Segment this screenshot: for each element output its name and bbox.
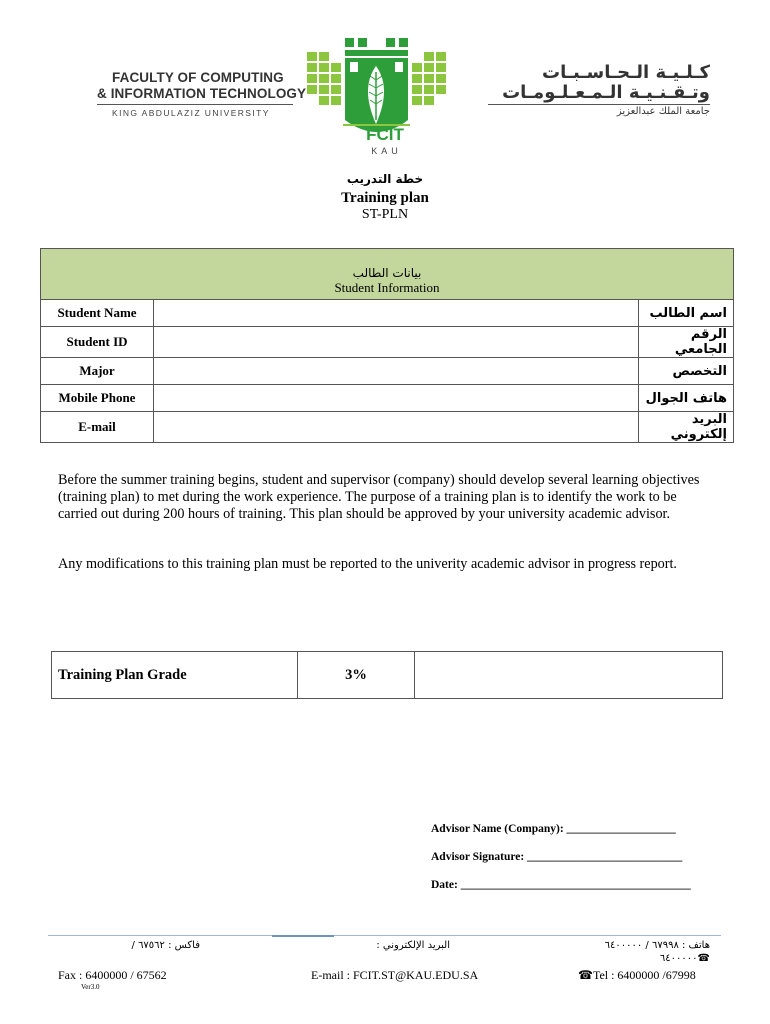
row-label: Major [41, 358, 154, 385]
title-english: Training plan [341, 190, 429, 206]
grade-label: Training Plan Grade [52, 652, 298, 699]
email-field[interactable] [154, 412, 639, 443]
mobile-phone-field[interactable] [154, 385, 639, 412]
row-label-ar: التخصص [639, 358, 734, 385]
table-row [41, 300, 734, 327]
row-label-ar: الرقم الجامعي [639, 327, 734, 358]
table-row [41, 358, 734, 385]
grade-value-field[interactable] [415, 652, 723, 699]
advisor-signature-line[interactable]: Advisor Signature: ___________________________ [431, 851, 683, 863]
student-info-header-en: Student Information [334, 280, 440, 295]
grade-percent: 3% [298, 652, 415, 699]
faculty-name-line2: & INFORMATION TECHNOLOGY [97, 86, 307, 101]
arabic-faculty-line2: وتـقـنـيـة الـمـعـلـومـات [502, 82, 710, 103]
row-label: Student Name [41, 300, 154, 327]
footer-tel-ar: هاتف : ٦٧٩٩٨ / ٦٤٠٠٠٠٠ [604, 940, 710, 951]
table-row [41, 385, 734, 412]
footer-tel-ar-2: ☎٦٤٠٠٠٠٠ [659, 953, 710, 964]
arabic-university-name: جامعة الملك عبدالعزيز [616, 106, 710, 117]
header-left-rule [97, 104, 293, 105]
logo-kau-text: K A U [371, 146, 399, 156]
footer-rule-accent [272, 935, 334, 937]
row-label: Mobile Phone [41, 385, 154, 412]
title-arabic: خطة التدريب [346, 172, 424, 186]
modifications-paragraph: Any modifications to this training plan must be reported to the univerity academic advisor in progress report. [58, 556, 677, 572]
table-row [41, 412, 734, 443]
footer-tel: ☎Tel : 6400000 /67998 [578, 968, 696, 982]
instructions-paragraph: Before the summer training begins, student and supervisor (company) should develop several learning objectives (training plan) to met during the work experience. The purpose of a training plan is to identify the work to be carried out during 200 hours of training. This plan should be approved by your university academic advisor. [58, 472, 700, 522]
student-info-header [41, 249, 734, 300]
student-info-table [40, 248, 734, 443]
row-label: E-mail [41, 412, 154, 443]
university-name: KING ABDULAZIZ UNIVERSITY [112, 108, 270, 118]
footer-email-ar: البريد الإلكتروني : [376, 940, 450, 951]
student-info-header-ar: بيانات الطالب [352, 266, 422, 280]
table-row [41, 327, 734, 358]
row-label: Student ID [41, 327, 154, 358]
form-code: ST-PLN [361, 207, 409, 222]
row-label-ar: اسم الطالب [639, 300, 734, 327]
version-label: Ver3.0 [81, 983, 100, 991]
arabic-faculty-line1: كـلـيـة الـحـاسـبـات [542, 62, 710, 83]
footer-fax-ar: فاكس : ٦٧٥٦٢ / [131, 940, 200, 951]
footer-rule [48, 935, 721, 936]
student-id-field[interactable] [154, 327, 639, 358]
logo-fcit-text: FCIT [366, 125, 404, 144]
footer-fax: Fax : 6400000 / 67562 [58, 968, 167, 982]
student-name-field[interactable] [154, 300, 639, 327]
row-label-ar: البريد إلكتروني [639, 412, 734, 443]
row-label-ar: هاتف الجوال [639, 385, 734, 412]
advisor-name-line[interactable]: Advisor Name (Company): ___________________ [431, 823, 676, 835]
footer-email[interactable]: E-mail : FCIT.ST@KAU.EDU.SA [311, 968, 479, 982]
faculty-name-line1: FACULTY OF COMPUTING [112, 70, 284, 85]
header-right-rule [488, 104, 710, 105]
grade-table [51, 651, 723, 699]
date-line[interactable]: Date: ________________________________________ [431, 879, 691, 891]
major-field[interactable] [154, 358, 639, 385]
